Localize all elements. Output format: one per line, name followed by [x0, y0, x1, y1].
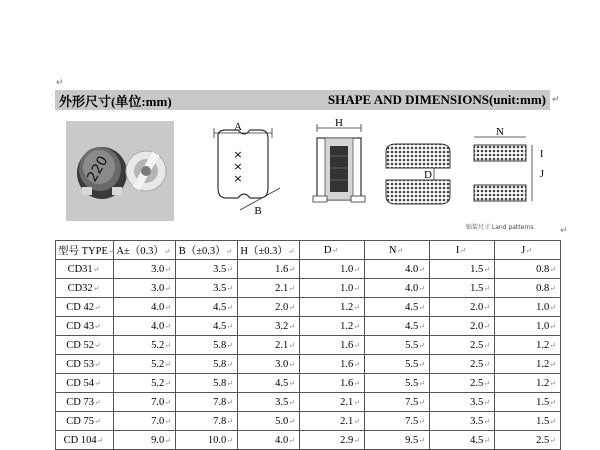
value-cell: 4.5↵ [365, 317, 430, 336]
value-cell: 5.5↵ [365, 374, 430, 393]
value-cell: 1.0↵ [495, 298, 561, 317]
value-cell: 4.0↵ [114, 298, 176, 317]
value-cell: 4.5↵ [176, 317, 238, 336]
land-pattern-caption: 贴装尺寸 Land patterns [466, 224, 534, 231]
value-cell: 2.0↵ [430, 317, 495, 336]
dim-label-n: N [496, 126, 504, 138]
dim-label-h: H [335, 117, 343, 129]
value-cell: 3.2↵ [238, 317, 300, 336]
value-cell: 7.0↵ [114, 393, 176, 412]
table-header-cell: B（±0.3）↵ [176, 241, 238, 260]
type-cell: CD 54↵ [56, 374, 114, 393]
value-cell: 1.5↵ [430, 260, 495, 279]
table-row [56, 298, 561, 317]
photo-marking: 220 [84, 153, 112, 185]
table-header-cell: I↵ [430, 241, 495, 260]
type-cell: CD31↵ [56, 260, 114, 279]
value-cell: 9.0↵ [114, 431, 176, 450]
table-row [56, 412, 561, 431]
value-cell: 1.0↵ [495, 317, 561, 336]
type-cell: CD 73↵ [56, 393, 114, 412]
dim-label-d: D [424, 169, 432, 181]
value-cell: 0.8↵ [495, 279, 561, 298]
inductor-body-right [126, 151, 166, 191]
value-cell: 1.5↵ [495, 412, 561, 431]
value-cell: 5.0↵ [238, 412, 300, 431]
value-cell: 1.2↵ [495, 374, 561, 393]
value-cell: 5.5↵ [365, 336, 430, 355]
value-cell: 4.0↵ [365, 260, 430, 279]
type-cell: CD 42↵ [56, 298, 114, 317]
svg-text:×: × [233, 172, 243, 185]
table-header-cell: H（±0.3）↵ [238, 241, 300, 260]
value-cell: 5.8↵ [176, 355, 238, 374]
value-cell: 3.5↵ [430, 412, 495, 431]
value-cell: 3.0↵ [114, 279, 176, 298]
type-cell: CD 52↵ [56, 336, 114, 355]
dim-label-i: I [540, 149, 544, 160]
paragraph-mark: ↵ [552, 95, 560, 105]
value-cell: 4.0↵ [238, 431, 300, 450]
value-cell: 2.1↵ [300, 393, 365, 412]
value-cell: 2.5↵ [430, 336, 495, 355]
value-cell: 2.1↵ [238, 336, 300, 355]
table-header-row [56, 241, 561, 260]
value-cell: 2.0↵ [238, 298, 300, 317]
value-cell: 0.8↵ [495, 260, 561, 279]
value-cell: 3.0↵ [114, 260, 176, 279]
value-cell: 4.5↵ [365, 298, 430, 317]
value-cell: 9.5↵ [365, 431, 430, 450]
value-cell: 2.0↵ [430, 298, 495, 317]
value-cell: 4.0↵ [365, 279, 430, 298]
value-cell: 7.5↵ [365, 393, 430, 412]
value-cell: 4.5↵ [238, 374, 300, 393]
table-row [56, 431, 561, 450]
value-cell: 1.5↵ [495, 393, 561, 412]
dimensions-table [55, 240, 561, 450]
value-cell: 7.0↵ [114, 412, 176, 431]
value-cell: 3.5↵ [176, 260, 238, 279]
top-view-figure [200, 118, 290, 223]
table-header-cell: D↵ [300, 241, 365, 260]
value-cell: 4.5↵ [430, 431, 495, 450]
value-cell: 2.5↵ [430, 355, 495, 374]
table-header-cell: J↵ [495, 241, 561, 260]
value-cell: 2.9↵ [300, 431, 365, 450]
paragraph-mark: ↵ [56, 78, 64, 88]
table-header-cell: 型号 TYPE↵ [56, 241, 114, 260]
title-chinese: 外形尺寸(单位:mm) [59, 93, 172, 109]
value-cell: 1.5↵ [430, 279, 495, 298]
table-row [56, 279, 561, 298]
table-row [56, 355, 561, 374]
value-cell: 5.8↵ [176, 374, 238, 393]
value-cell: 3.5↵ [430, 393, 495, 412]
value-cell: 5.8↵ [176, 336, 238, 355]
value-cell: 2.1↵ [238, 279, 300, 298]
value-cell: 1.0↵ [300, 260, 365, 279]
side-view-figure [305, 118, 375, 218]
value-cell: 4.5↵ [176, 298, 238, 317]
value-cell: 5.2↵ [114, 374, 176, 393]
svg-text:×: × [233, 148, 243, 161]
value-cell: 7.8↵ [176, 412, 238, 431]
title-english: SHAPE AND DIMENSIONS(unit:mm) [327, 92, 546, 107]
value-cell: 4.0↵ [114, 317, 176, 336]
type-cell: CD32↵ [56, 279, 114, 298]
value-cell: 3.0↵ [238, 355, 300, 374]
value-cell: 2.1↵ [300, 412, 365, 431]
value-cell: 1.6↵ [300, 355, 365, 374]
value-cell: 5.2↵ [114, 355, 176, 374]
value-cell: 2.5↵ [430, 374, 495, 393]
product-photo [66, 121, 174, 221]
value-cell: 1.2↵ [495, 336, 561, 355]
table-row [56, 336, 561, 355]
value-cell: 10.0↵ [176, 431, 238, 450]
table-header-cell: A±（0.3）↵ [114, 241, 176, 260]
type-cell: CD 75↵ [56, 412, 114, 431]
table-header-cell: N↵ [365, 241, 430, 260]
section-header [55, 90, 550, 110]
value-cell: 1.6↵ [300, 336, 365, 355]
value-cell: 1.2↵ [300, 298, 365, 317]
dim-label-b: B [254, 205, 262, 217]
type-cell: CD 43↵ [56, 317, 114, 336]
type-cell: CD 104↵ [56, 431, 114, 450]
value-cell: 1.0↵ [300, 279, 365, 298]
table-row [56, 393, 561, 412]
table-row [56, 260, 561, 279]
value-cell: 3.5↵ [176, 279, 238, 298]
value-cell: 1.6↵ [238, 260, 300, 279]
dim-label-a: A [234, 121, 242, 133]
land-pattern-figure [460, 125, 555, 235]
value-cell: 1.2↵ [300, 317, 365, 336]
value-cell: 3.5↵ [238, 393, 300, 412]
svg-text:×: × [233, 160, 243, 173]
type-cell: CD 53↵ [56, 355, 114, 374]
value-cell: 7.5↵ [365, 412, 430, 431]
value-cell: 7.8↵ [176, 393, 238, 412]
paragraph-mark: ↵ [560, 226, 568, 236]
bottom-view-figure [378, 138, 458, 218]
value-cell: 5.2↵ [114, 336, 176, 355]
value-cell: 5.5↵ [365, 355, 430, 374]
value-cell: 2.5↵ [495, 431, 561, 450]
table-row [56, 374, 561, 393]
dim-label-j: J [540, 169, 544, 180]
value-cell: 1.2↵ [495, 355, 561, 374]
value-cell: 1.6↵ [300, 374, 365, 393]
table-row [56, 317, 561, 336]
